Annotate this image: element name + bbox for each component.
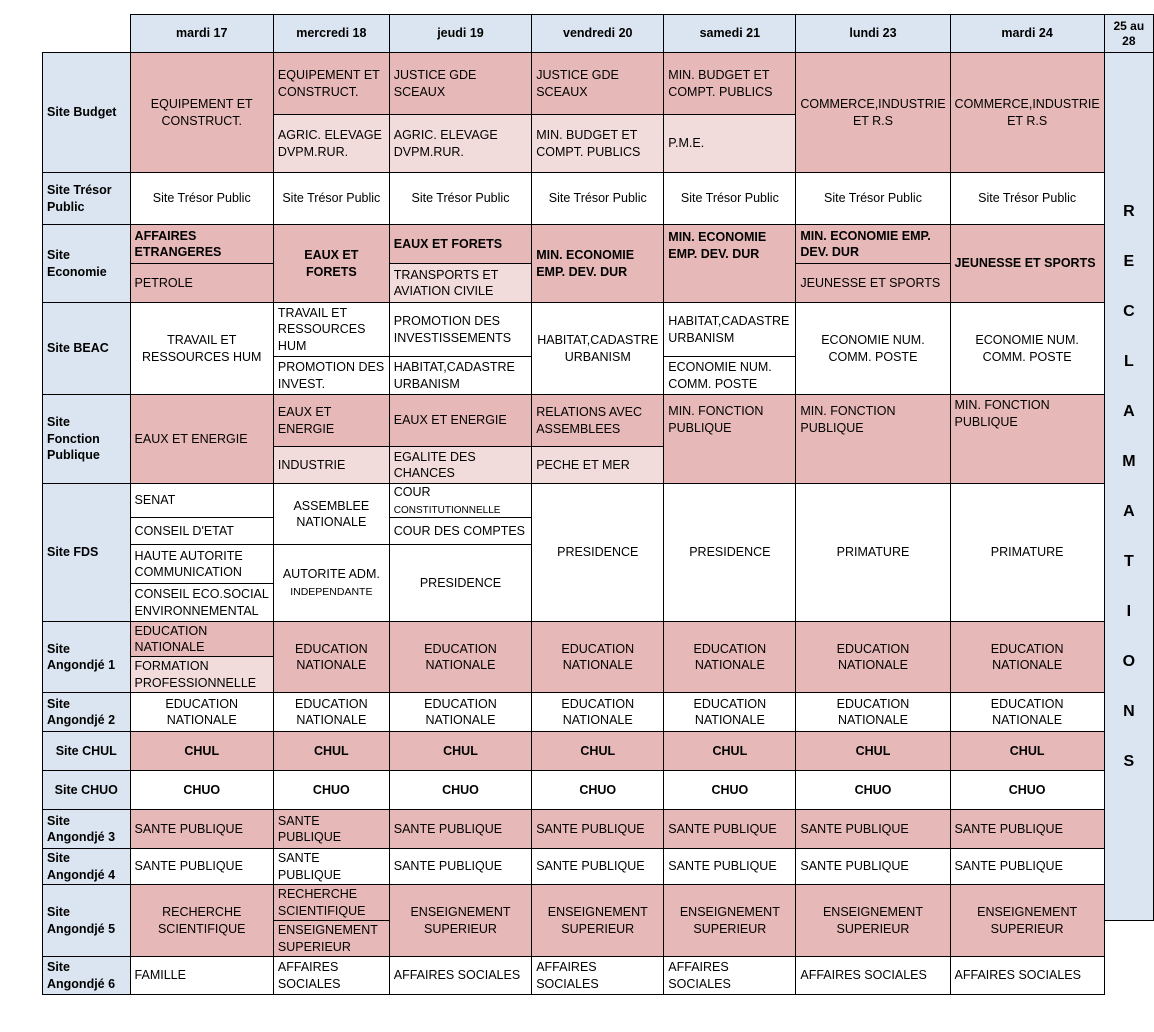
cell-subtext: CONSTITUTIONNELLE [393, 504, 501, 516]
schedule-cell: SANTE PUBLIQUE [796, 810, 950, 849]
schedule-cell: PROMOTION DES INVESTISSEMENTS [389, 303, 531, 357]
schedule-cell: TRANSPORTS ET AVIATION CIVILE [389, 264, 531, 303]
schedule-cell: CONSEIL D'ETAT [130, 518, 273, 545]
schedule-cell: PRESIDENCE [389, 545, 531, 622]
cell-text: COUR [393, 485, 431, 499]
schedule-cell: CHUO [532, 771, 664, 810]
schedule-cell: ASSEMBLEE NATIONALE [273, 484, 389, 545]
schedule-cell: AFFAIRES ETRANGERES [130, 225, 273, 264]
reclamations-letter: N [1123, 703, 1135, 720]
site-label: Site BEAC [43, 303, 131, 395]
reclamations-column [1104, 53, 1153, 921]
schedule-cell: EDUCATION NATIONALE [273, 622, 389, 693]
schedule-cell: PRESIDENCE [664, 484, 796, 622]
schedule-cell: AFFAIRES SOCIALES [796, 957, 950, 995]
schedule-cell: HAUTE AUTORITE COMMUNICATION [130, 545, 273, 584]
schedule-cell: ENSEIGNEMENT SUPERIEUR [950, 885, 1104, 957]
schedule-cell: PRIMATURE [950, 484, 1104, 622]
schedule-cell: PECHE ET MER [532, 447, 664, 484]
corner-cell [43, 15, 131, 53]
schedule-cell: FAMILLE [130, 957, 273, 995]
schedule-cell: SANTE PUBLIQUE [273, 849, 389, 885]
schedule-cell: EGALITE DES CHANCES [389, 447, 531, 484]
day-header: jeudi 19 [389, 15, 531, 53]
schedule-cell: JUSTICE GDE SCEAUX [532, 53, 664, 115]
schedule-cell: ECONOMIE NUM. COMM. POSTE [950, 303, 1104, 395]
schedule-cell: SANTE PUBLIQUE [796, 849, 950, 885]
day-header: mercredi 18 [273, 15, 389, 53]
schedule-cell: AFFAIRES SOCIALES [664, 957, 796, 995]
schedule-cell: EAUX ET FORETS [389, 225, 531, 264]
schedule-cell: SANTE PUBLIQUE [664, 849, 796, 885]
schedule-cell: CHUL [796, 732, 950, 771]
schedule-cell: Site Trésor Public [796, 173, 950, 225]
schedule-cell: SANTE PUBLIQUE [273, 810, 389, 849]
reclamations-letter: O [1122, 653, 1136, 670]
schedule-cell: Site Trésor Public [950, 173, 1104, 225]
reclamations-letter: M [1122, 453, 1136, 470]
day-header: mardi 17 [130, 15, 273, 53]
schedule-cell: AFFAIRES SOCIALES [273, 957, 389, 995]
schedule-cell: CHUO [389, 771, 531, 810]
schedule-cell: EDUCATION NATIONALE [796, 622, 950, 693]
site-label: Site CHUO [43, 771, 131, 810]
schedule-cell: AFFAIRES SOCIALES [532, 957, 664, 995]
schedule-cell: CHUL [950, 732, 1104, 771]
header-row [43, 15, 1154, 53]
schedule-cell: P.M.E. [664, 115, 796, 173]
schedule-cell: PETROLE [130, 264, 273, 303]
schedule-cell: ENSEIGNEMENT SUPERIEUR [273, 921, 389, 957]
schedule-cell: EDUCATION NATIONALE [532, 622, 664, 693]
schedule-cell [273, 545, 389, 622]
schedule-cell: SANTE PUBLIQUE [532, 849, 664, 885]
schedule-cell: EDUCATION NATIONALE [664, 622, 796, 693]
schedule-cell: EDUCATION NATIONALE [273, 693, 389, 732]
schedule-cell: ECONOMIE NUM. COMM. POSTE [796, 303, 950, 395]
schedule-cell: COMMERCE,INDUSTRIE ET R.S [796, 53, 950, 173]
schedule-cell: CHUO [796, 771, 950, 810]
schedule-cell: CHUO [950, 771, 1104, 810]
schedule-cell: HABITAT,CADASTRE URBANISM [532, 303, 664, 395]
reclamations-letter: A [1123, 503, 1135, 520]
schedule-cell: EDUCATION NATIONALE [130, 622, 273, 657]
schedule-cell: CHUL [532, 732, 664, 771]
schedule-table [42, 14, 1154, 995]
cell-subtext: INDEPENDANTE [290, 585, 373, 598]
schedule-cell: EQUIPEMENT ET CONSTRUCT. [273, 53, 389, 115]
site-label: Site Angondjé 6 [43, 957, 131, 995]
reclamations-letter: E [1123, 253, 1135, 270]
schedule-cell: RECHERCHE SCIENTIFIQUE [130, 885, 273, 957]
schedule-cell: PROMOTION DES INVEST. [273, 357, 389, 395]
schedule-cell: SANTE PUBLIQUE [130, 810, 273, 849]
schedule-cell: MIN. ECONOMIE EMP. DEV. DUR [796, 225, 950, 264]
schedule-cell: JEUNESSE ET SPORTS [796, 264, 950, 303]
schedule-cell: SENAT [130, 484, 273, 518]
reclamations-letter: S [1123, 753, 1135, 770]
schedule-cell: SANTE PUBLIQUE [950, 810, 1104, 849]
schedule-cell: EAUX ET ENERGIE [273, 395, 389, 447]
schedule-cell: INDUSTRIE [273, 447, 389, 484]
reclamations-letter: C [1123, 303, 1135, 320]
site-label: Site Angondjé 2 [43, 693, 131, 732]
schedule-cell: CHUL [389, 732, 531, 771]
schedule-cell: SANTE PUBLIQUE [532, 810, 664, 849]
schedule-cell: EDUCATION NATIONALE [130, 693, 273, 732]
reclamations-letters [1105, 202, 1153, 771]
schedule-cell: MIN. FONCTION PUBLIQUE [950, 395, 1104, 484]
schedule-cell: JUSTICE GDE SCEAUX [389, 53, 531, 115]
schedule-cell: TRAVAIL ET RESSOURCES HUM [130, 303, 273, 395]
schedule-cell: CONSEIL ECO.SOCIAL ENVIRONNEMENTAL [130, 584, 273, 622]
schedule-cell: TRAVAIL ET RESSOURCES HUM [273, 303, 389, 357]
reclamations-letter: T [1123, 553, 1134, 570]
site-label: Site CHUL [43, 732, 131, 771]
site-label: Site Angondjé 5 [43, 885, 131, 957]
schedule-cell: ENSEIGNEMENT SUPERIEUR [796, 885, 950, 957]
schedule-cell: EDUCATION NATIONALE [950, 622, 1104, 693]
reclamations-letter: L [1123, 353, 1134, 370]
schedule-cell: Site Trésor Public [664, 173, 796, 225]
schedule-cell: EQUIPEMENT ET CONSTRUCT. [130, 53, 273, 173]
schedule-cell: EDUCATION NATIONALE [796, 693, 950, 732]
schedule-cell: FORMATION PROFESSIONNELLE [130, 657, 273, 693]
schedule-cell: PRIMATURE [796, 484, 950, 622]
schedule-cell: MIN. BUDGET ET COMPT. PUBLICS [664, 53, 796, 115]
schedule-cell: EDUCATION NATIONALE [532, 693, 664, 732]
cell-text: AUTORITE ADM. [282, 567, 380, 582]
schedule-cell: MIN. FONCTION PUBLIQUE [796, 395, 950, 484]
schedule-cell: COMMERCE,INDUSTRIE ET R.S [950, 53, 1104, 173]
site-label: Site Trésor Public [43, 173, 131, 225]
reclamations-letter: A [1123, 403, 1135, 420]
schedule-cell: JEUNESSE ET SPORTS [950, 225, 1104, 303]
site-label: Site Budget [43, 53, 131, 173]
schedule-cell: RELATIONS AVEC ASSEMBLEES [532, 395, 664, 447]
schedule-cell: AFFAIRES SOCIALES [389, 957, 531, 995]
schedule-cell: AGRIC. ELEVAGE DVPM.RUR. [389, 115, 531, 173]
schedule-cell: EAUX ET ENERGIE [389, 395, 531, 447]
site-label: Site Fonction Publique [43, 395, 131, 484]
schedule-cell: ENSEIGNEMENT SUPERIEUR [664, 885, 796, 957]
schedule-cell: EDUCATION NATIONALE [389, 693, 531, 732]
schedule-cell [389, 484, 531, 518]
schedule-cell: HABITAT,CADASTRE URBANISM [389, 357, 531, 395]
schedule-cell: ENSEIGNEMENT SUPERIEUR [532, 885, 664, 957]
day-header: lundi 23 [796, 15, 950, 53]
schedule-cell: CHUL [273, 732, 389, 771]
schedule-cell: SANTE PUBLIQUE [389, 849, 531, 885]
schedule-cell: ECONOMIE NUM. COMM. POSTE [664, 357, 796, 395]
schedule-cell: ENSEIGNEMENT SUPERIEUR [389, 885, 531, 957]
schedule-cell: EDUCATION NATIONALE [664, 693, 796, 732]
schedule-cell: AGRIC. ELEVAGE DVPM.RUR. [273, 115, 389, 173]
range-header: 25 au 28 [1104, 15, 1153, 53]
schedule-cell: SANTE PUBLIQUE [664, 810, 796, 849]
schedule-cell: MIN. ECONOMIE EMP. DEV. DUR [532, 225, 664, 303]
day-header: samedi 21 [664, 15, 796, 53]
schedule-cell: HABITAT,CADASTRE URBANISM [664, 303, 796, 357]
schedule-cell: EAUX ET FORETS [273, 225, 389, 303]
schedule-cell: CHUL [664, 732, 796, 771]
site-label: Site FDS [43, 484, 131, 622]
schedule-cell: CHUL [130, 732, 273, 771]
site-label: Site Angondjé 4 [43, 849, 131, 885]
schedule-cell: MIN. ECONOMIE EMP. DEV. DUR [664, 225, 796, 303]
schedule-cell: Site Trésor Public [389, 173, 531, 225]
schedule-cell: COUR DES COMPTES [389, 518, 531, 545]
schedule-cell: SANTE PUBLIQUE [389, 810, 531, 849]
schedule-cell: MIN. BUDGET ET COMPT. PUBLICS [532, 115, 664, 173]
site-label: Site Angondjé 3 [43, 810, 131, 849]
site-label: Site Economie [43, 225, 131, 303]
schedule-cell: Site Trésor Public [130, 173, 273, 225]
schedule-cell: EAUX ET ENERGIE [130, 395, 273, 484]
reclamations-letter: R [1123, 203, 1135, 220]
schedule-cell: AFFAIRES SOCIALES [950, 957, 1104, 995]
schedule-cell: EDUCATION NATIONALE [389, 622, 531, 693]
schedule-cell: CHUO [664, 771, 796, 810]
site-label: Site Angondjé 1 [43, 622, 131, 693]
schedule-cell: SANTE PUBLIQUE [950, 849, 1104, 885]
schedule-cell: CHUO [130, 771, 273, 810]
day-header: mardi 24 [950, 15, 1104, 53]
schedule-cell: RECHERCHE SCIENTIFIQUE [273, 885, 389, 921]
reclamations-letter: I [1126, 603, 1132, 620]
schedule-cell: SANTE PUBLIQUE [130, 849, 273, 885]
schedule-cell: EDUCATION NATIONALE [950, 693, 1104, 732]
day-header: vendredi 20 [532, 15, 664, 53]
schedule-cell: PRESIDENCE [532, 484, 664, 622]
schedule-cell: Site Trésor Public [532, 173, 664, 225]
schedule-cell: Site Trésor Public [273, 173, 389, 225]
schedule-cell: CHUO [273, 771, 389, 810]
schedule-cell: MIN. FONCTION PUBLIQUE [664, 395, 796, 484]
